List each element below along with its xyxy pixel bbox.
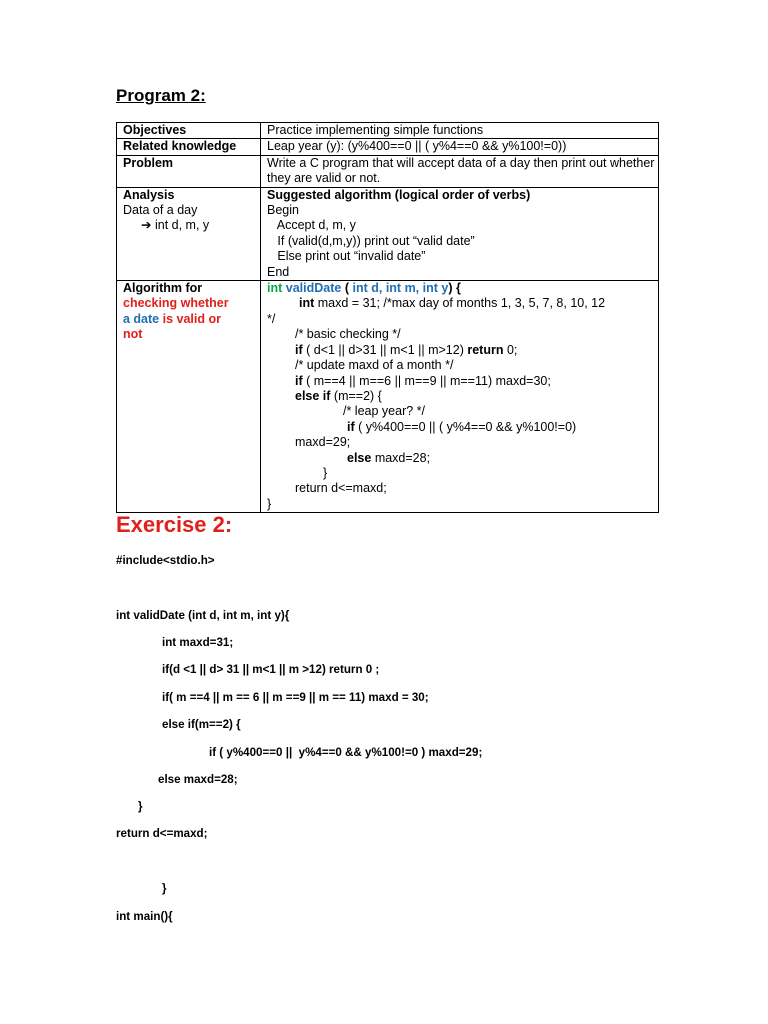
program-heading: Program 2: <box>116 86 206 105</box>
keyword: else if <box>295 388 331 403</box>
function-code-cell <box>261 281 659 513</box>
code-line: if(d <1 || d> 31 || m<1 || m >12) return 0 ; <box>162 663 380 676</box>
is-valid-text: is valid or <box>162 311 221 326</box>
analysis-data-label: Data of a day <box>123 203 198 218</box>
code-text: ( y%400==0 || ( y%4==0 && y%100!=0) <box>354 419 577 434</box>
algorithm-for-line: Algorithm for <box>123 281 203 296</box>
code-line: else maxd=28; <box>158 773 238 786</box>
a-date-text: a date <box>123 311 160 326</box>
code-line: if ( y%400==0 || y%4==0 && y%100!=0 ) maxd=29; <box>209 746 483 759</box>
function-name: validDate <box>285 281 342 296</box>
code-text: maxd=28; <box>371 450 431 465</box>
analysis-label: Analysis <box>123 187 175 202</box>
code-line: /* leap year? */ <box>343 404 425 419</box>
algorithm-cell <box>261 187 659 280</box>
function-signature <box>267 281 658 296</box>
code-text: (m==2) { <box>330 388 382 403</box>
code-line <box>267 420 658 435</box>
code-line <box>267 343 658 358</box>
algorithm-line: End <box>267 264 290 279</box>
analysis-variables <box>123 218 260 233</box>
code-text: ( m==4 || m==6 || m==9 || m==11) maxd=30; <box>302 373 551 388</box>
algorithm-line: Accept d, m, y <box>267 218 356 233</box>
algorithm-for-line: checking whether <box>123 296 229 311</box>
code-text: ( d<1 || d>31 || m<1 || m>12) <box>302 342 468 357</box>
code-line <box>267 374 658 389</box>
keyword: else <box>347 450 372 465</box>
table-row <box>117 123 659 139</box>
algorithm-for-cell <box>117 281 261 513</box>
code-line: /* update maxd of a month */ <box>295 358 454 373</box>
code-text: maxd = 31; /*max day of months 1, 3, 5, 7, 8, 10, 12 <box>314 296 606 311</box>
algorithm-line: If (valid(d,m,y)) print out “valid date” <box>267 233 475 248</box>
related-knowledge-value: Leap year (y): (y%400==0 || ( y%4==0 && y%100!=0)) <box>261 139 659 155</box>
program-spec-table <box>116 122 659 513</box>
paren: ) { <box>448 281 461 296</box>
code-line: } <box>323 465 328 480</box>
keyword: if <box>295 373 303 388</box>
algorithm-line: Else print out “invalid date” <box>267 249 426 264</box>
code-text: 0; <box>503 342 518 357</box>
table-row <box>117 155 659 187</box>
algorithm-for-line <box>123 312 260 327</box>
analysis-variables-text: int d, m, y <box>154 218 210 233</box>
arrow-icon: ➔ <box>141 218 152 233</box>
algorithm-heading: Suggested algorithm (logical order of verbs) <box>267 187 531 202</box>
code-line <box>267 451 658 466</box>
table-row <box>117 281 659 513</box>
objectives-value: Practice implementing simple functions <box>261 123 659 139</box>
code-line: int main(){ <box>116 910 173 923</box>
code-line: /* basic checking */ <box>295 327 401 342</box>
table-row <box>117 139 659 155</box>
code-line: maxd=29; <box>295 435 351 450</box>
code-line: #include<stdio.h> <box>116 554 215 567</box>
code-line: return d<=maxd; <box>295 481 387 496</box>
code-line: } <box>162 882 167 895</box>
keyword: int <box>299 296 315 311</box>
code-line: } <box>267 496 272 511</box>
exercise-heading: Exercise 2: <box>116 512 233 537</box>
code-line <box>267 389 658 404</box>
code-line: int validDate (int d, int m, int y){ <box>116 609 290 622</box>
keyword: return <box>467 342 504 357</box>
code-line: return d<=maxd; <box>116 827 208 840</box>
keyword: int <box>267 281 283 296</box>
code-line: if( m ==4 || m == 6 || m ==9 || m == 11) maxd = 30; <box>162 691 429 704</box>
analysis-cell <box>117 187 261 280</box>
keyword: if <box>347 419 355 434</box>
objectives-label: Objectives <box>117 123 261 139</box>
related-knowledge-label: Related knowledge <box>117 139 261 155</box>
code-line <box>267 296 658 311</box>
code-line: else if(m==2) { <box>162 718 241 731</box>
algorithm-line: Begin <box>267 203 299 218</box>
paren: ( <box>344 281 350 296</box>
function-params: int d, int m, int y <box>352 281 449 296</box>
table-row <box>117 187 659 280</box>
algorithm-for-line: not <box>123 327 143 342</box>
code-line: } <box>138 800 143 813</box>
keyword: if <box>295 342 303 357</box>
code-line: int maxd=31; <box>162 636 234 649</box>
problem-value: Write a C program that will accept data of a day then print out whether they are valid or not. <box>261 155 659 187</box>
code-line: */ <box>267 311 276 326</box>
problem-label: Problem <box>117 155 261 187</box>
